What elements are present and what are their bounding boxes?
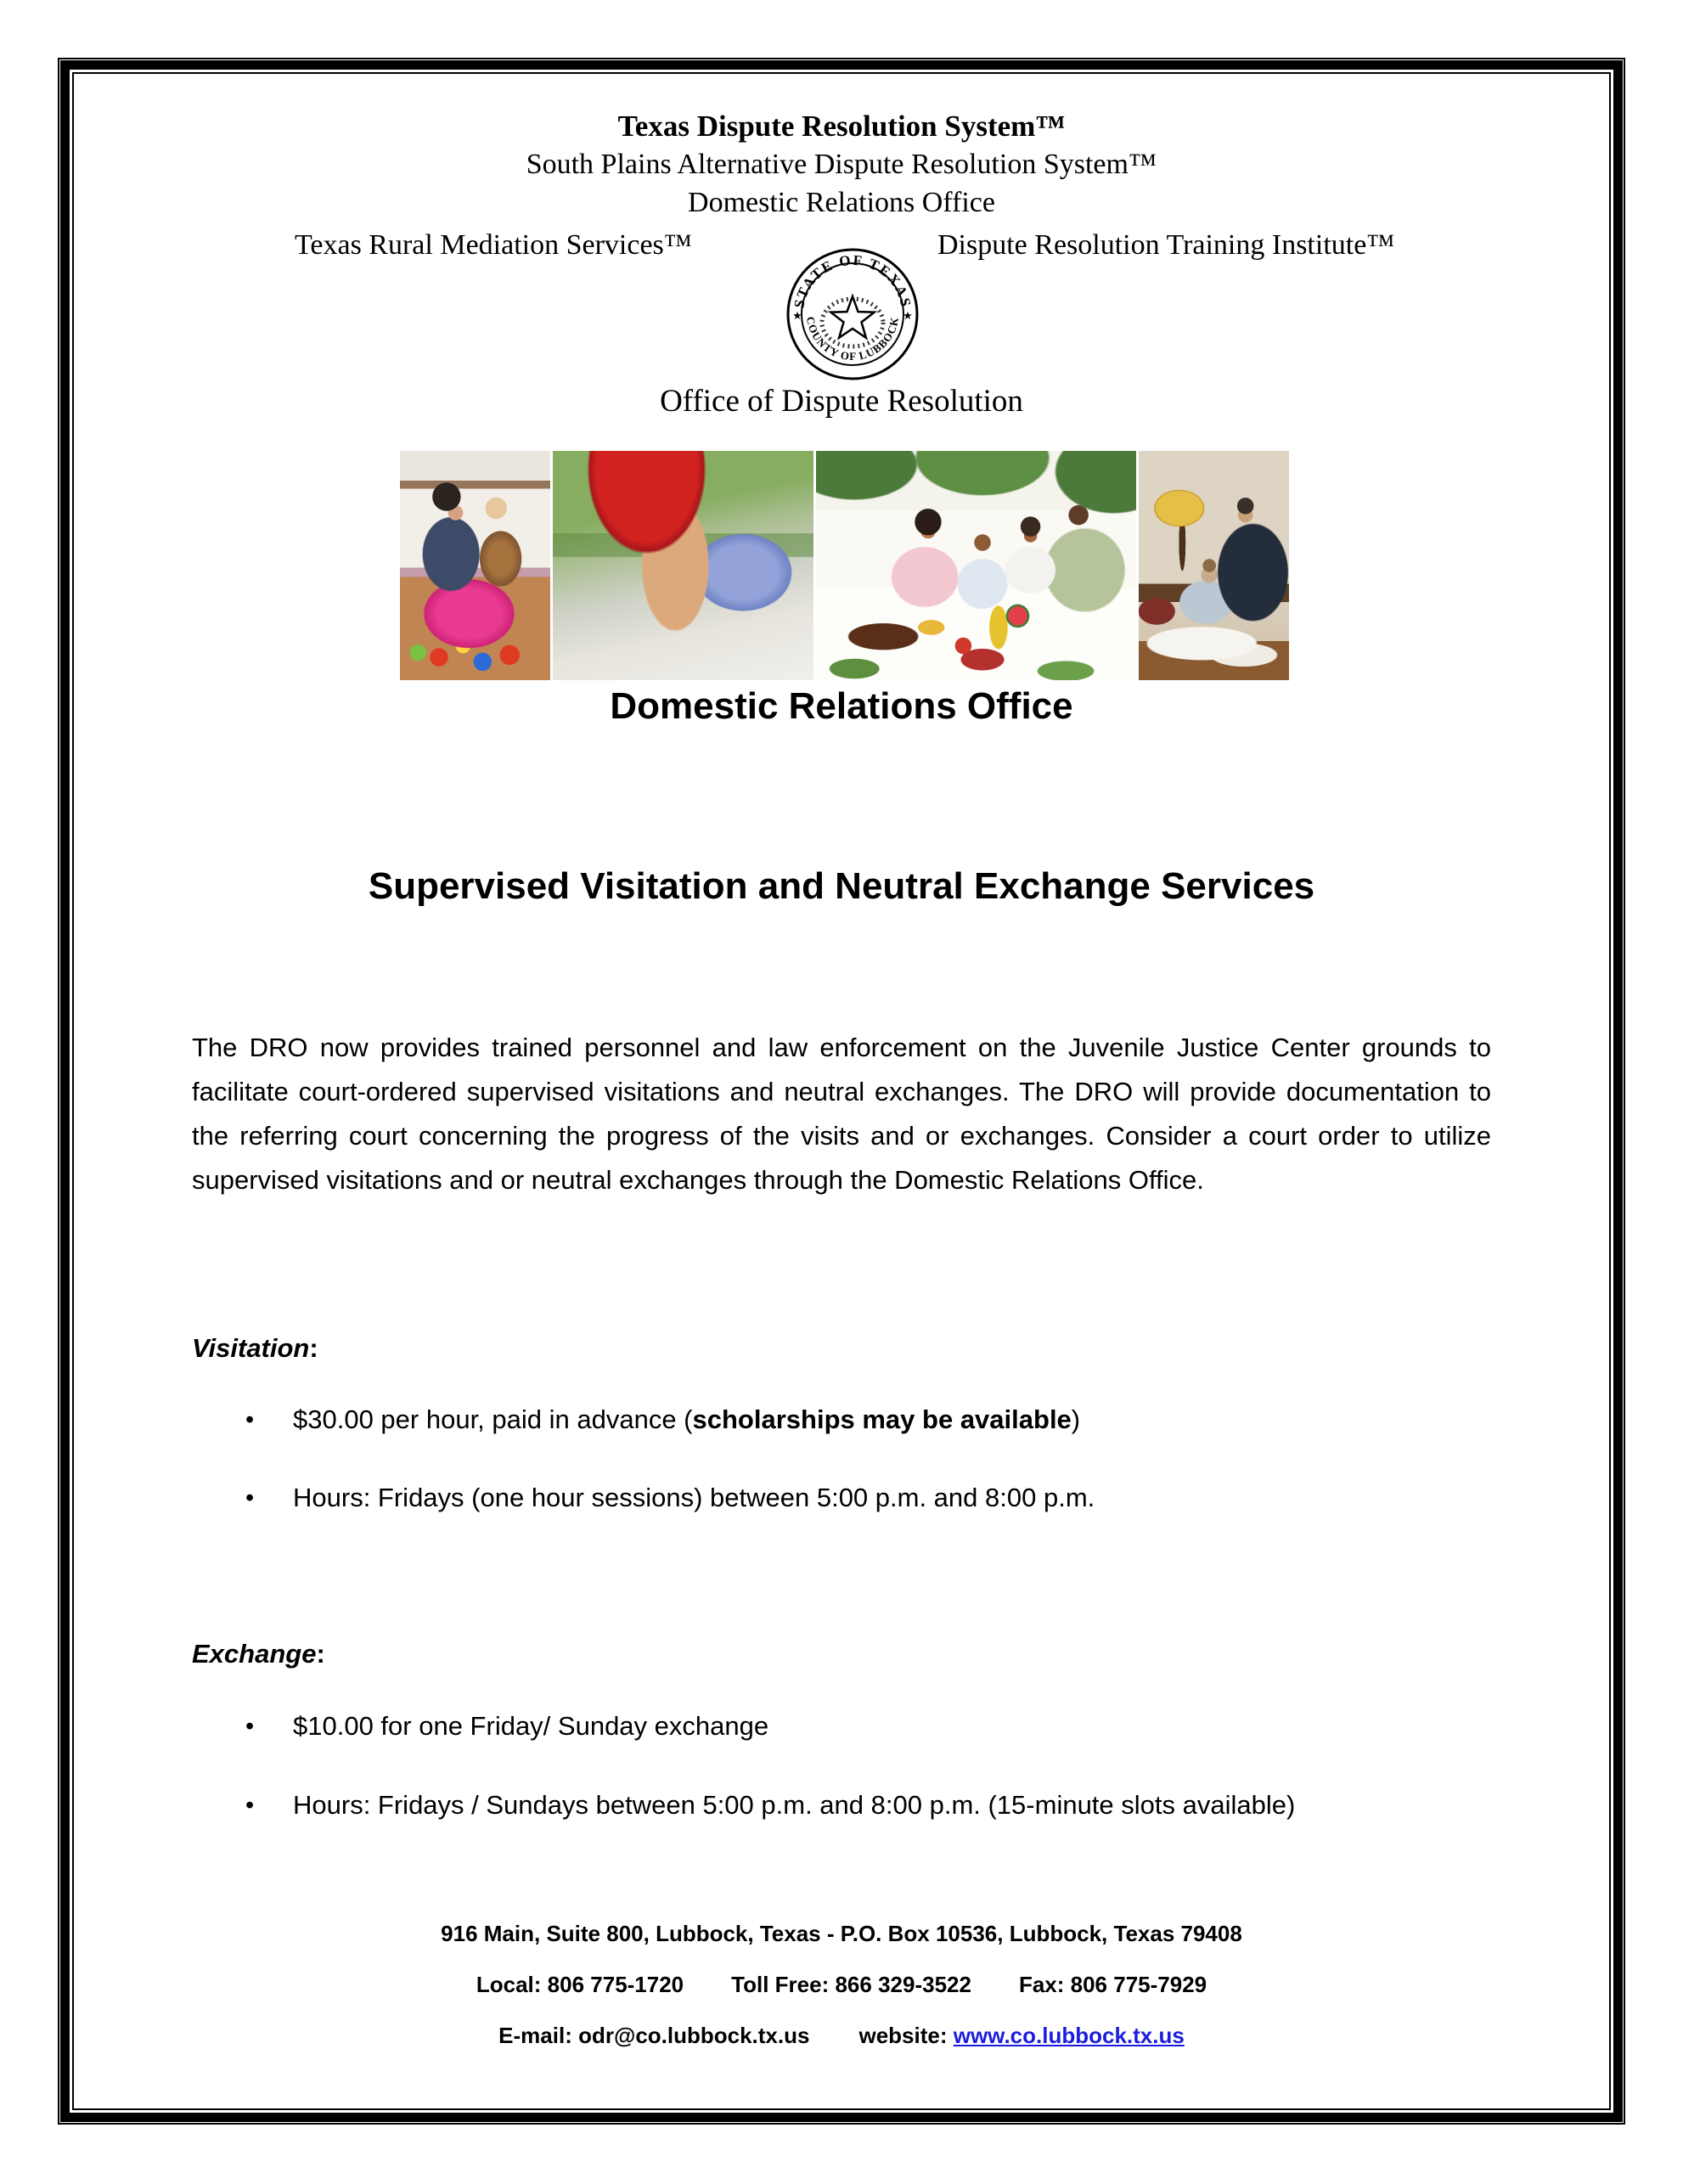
exchange-section-heading (192, 1637, 325, 1671)
letterhead-line-2: South Plains Alternative Dispute Resolution System™ (526, 149, 1157, 180)
seal-graphic (785, 246, 920, 382)
visitation-fee-prefix: $30.00 per hour, paid in advance ( (293, 1404, 693, 1434)
seal-arc-bottom-text: COUNTY OF LUBBOCK (803, 315, 902, 363)
exchange-bullet-hours (245, 1788, 1295, 1822)
page-subtitle: Supervised Visitation and Neutral Exchange Services (368, 865, 1315, 907)
visitation-section-heading (192, 1331, 318, 1365)
visitation-heading-text: Visitation (192, 1333, 310, 1363)
letterhead-line-1: Texas Dispute Resolution System™ (617, 110, 1066, 143)
photo-holding-hands (553, 451, 813, 680)
bullet-icon: • (245, 1484, 255, 1511)
bullet-icon: • (245, 1792, 255, 1819)
footer-phone-tollfree: Toll Free: 866 329-3522 (731, 1972, 971, 1997)
letterhead-line-4-left: Texas Rural Mediation Services™ (295, 229, 693, 261)
seal-arc-top-text: STATE OF TEXAS (791, 251, 915, 310)
footer-website (858, 2021, 1184, 2050)
page-title: Domestic Relations Office (610, 685, 1073, 727)
photo-father-child-reading (1139, 451, 1289, 680)
photo-mother-child-toys (400, 451, 550, 680)
footer-phones (0, 1970, 1683, 1999)
exchange-fee-text: $10.00 for one Friday/ Sunday exchange (293, 1711, 769, 1741)
footer-address: 916 Main, Suite 800, Lubbock, Texas - P.O. Box 10536, Lubbock, Texas 79408 (441, 1921, 1242, 1946)
photo-strip (400, 451, 1289, 680)
footer-email: E-mail: odr@co.lubbock.tx.us (498, 2023, 810, 2048)
intro-paragraph: The DRO now provides trained personnel and law enforcement on the Juvenile Justice Center grounds to facilitate court-ordered supervised visitations and neutral exchanges. The DRO will provide documentation to the referring court concerning the progress of the visits and or exchanges. Consider a court order to utilize supervised visitations and or neutral exchanges through the Domestic Relations Office. (192, 1033, 1491, 1195)
photo-family-meal (816, 451, 1136, 680)
letterhead-line-3: Domestic Relations Office (688, 187, 995, 218)
footer-phone-fax: Fax: 806 775-7929 (1018, 1972, 1207, 1997)
exchange-heading-text: Exchange (192, 1639, 317, 1669)
footer-email-website (0, 2021, 1683, 2050)
visitation-heading-colon: : (309, 1333, 318, 1363)
visitation-fee-bold: scholarships may be available (692, 1404, 1072, 1434)
exchange-bullet-fee (245, 1709, 768, 1743)
visitation-bullet-hours (245, 1481, 1095, 1515)
visitation-fee-suffix: ) (1071, 1404, 1081, 1434)
seal-right-star-icon: ★ (903, 309, 913, 322)
office-of-dispute-resolution-line: Office of Dispute Resolution (660, 384, 1023, 419)
visitation-bullet-fee (245, 1403, 1080, 1437)
letterhead-line-4-right: Dispute Resolution Training Institute™ (937, 229, 1395, 261)
bullet-icon: • (245, 1713, 255, 1740)
county-of-lubbock-seal (785, 246, 920, 382)
exchange-hours-text: Hours: Fridays / Sundays between 5:00 p.m. and 8:00 p.m. (15-minute slots available) (293, 1790, 1296, 1820)
website-link[interactable]: www.co.lubbock.tx.us (953, 2023, 1185, 2048)
seal-left-star-icon: ★ (792, 309, 802, 322)
footer-website-label: website: (858, 2023, 948, 2048)
visitation-hours-text: Hours: Fridays (one hour sessions) between 5:00 p.m. and 8:00 p.m. (293, 1483, 1095, 1512)
letterhead (0, 107, 1683, 222)
visitation-fee-text (293, 1403, 1080, 1437)
bullet-icon: • (245, 1406, 255, 1433)
footer-phone-local: Local: 806 775-1720 (476, 1972, 684, 1997)
exchange-heading-colon: : (316, 1639, 325, 1669)
